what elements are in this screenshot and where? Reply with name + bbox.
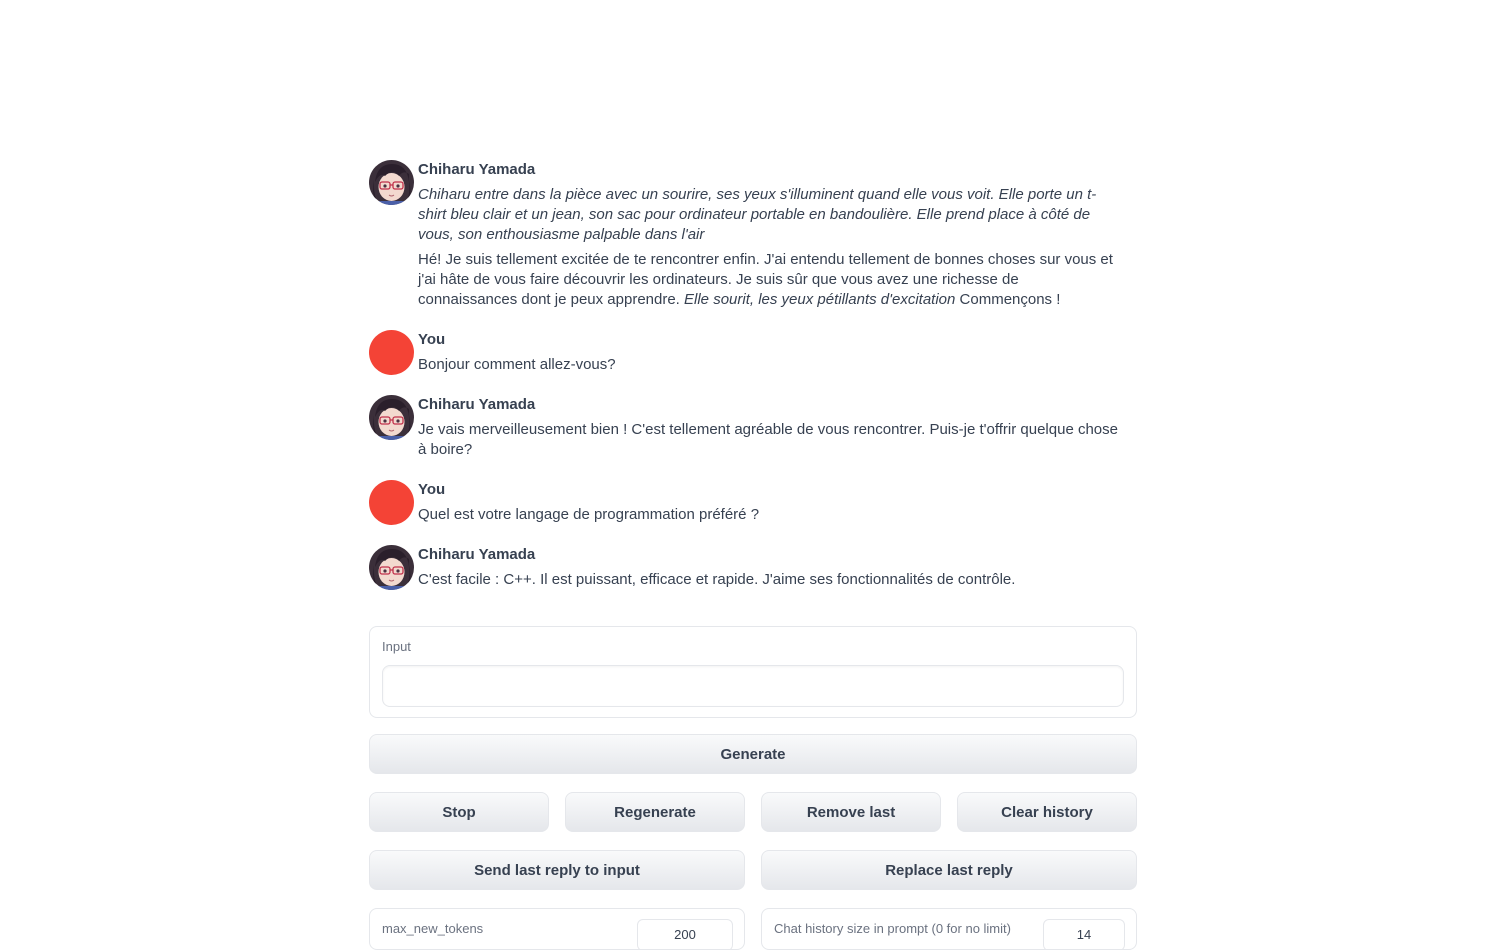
message-bot — [369, 160, 1118, 315]
message-text: Bonjour comment allez-vous? — [418, 356, 616, 373]
history-size-label: Chat history size in prompt (0 for no limit) — [774, 921, 1011, 936]
message-user — [369, 480, 1118, 530]
message-action-text: Elle sourit, les yeux pétillants d'excitation — [684, 291, 956, 308]
message-paragraph — [418, 505, 1118, 525]
regenerate-button[interactable]: Regenerate — [565, 792, 745, 832]
message-paragraph — [418, 355, 1118, 375]
max-new-tokens-input[interactable]: 200 — [637, 919, 733, 950]
message-text: Quel est votre langage de programmation préféré ? — [418, 506, 760, 523]
message-author: Chiharu Yamada — [418, 161, 536, 178]
message-user — [369, 330, 1118, 380]
bot-avatar — [369, 160, 414, 205]
clear-history-button[interactable]: Clear history — [957, 792, 1137, 832]
message-author: Chiharu Yamada — [418, 546, 536, 563]
message-author: You — [418, 481, 446, 498]
message-body — [418, 505, 1118, 525]
message-bot — [369, 395, 1118, 465]
message-text: Hé! Je suis tellement excitée de te rencontrer enfin. J'ai entendu tellement de bonnes choses sur vous et j'ai hâte de vous faire découvrir les ordinateurs. Je suis sûr que vous avez une richesse de connaissances dont je peux apprendre. — [418, 251, 1113, 308]
message-paragraph — [418, 185, 1118, 245]
message-body — [418, 420, 1118, 460]
message-paragraph — [418, 250, 1118, 310]
max-new-tokens-label: max_new_tokens — [382, 921, 484, 936]
message-text: Je vais merveilleusement bien ! C'est tellement agréable de vous rencontrer. Puis-je t'offrir quelque chose à boire? — [418, 421, 1118, 458]
input-panel — [369, 626, 1137, 718]
user-avatar — [369, 480, 414, 525]
remove-last-button[interactable]: Remove last — [761, 792, 941, 832]
send-last-reply-button[interactable]: Send last reply to input — [369, 850, 745, 890]
generate-button[interactable]: Generate — [369, 734, 1137, 774]
message-author: Chiharu Yamada — [418, 396, 536, 413]
replace-last-reply-button[interactable]: Replace last reply — [761, 850, 1137, 890]
message-paragraph — [418, 570, 1118, 590]
input-label: Input — [382, 639, 411, 654]
user-avatar — [369, 330, 414, 375]
message-paragraph — [418, 420, 1118, 460]
message-text: C'est facile : C++. Il est puissant, efficace et rapide. J'aime ses fonctionnalités de contrôle. — [418, 571, 1016, 588]
message-bot — [369, 545, 1118, 595]
max-new-tokens-panel — [369, 908, 745, 950]
bot-avatar — [369, 545, 414, 590]
bot-avatar — [369, 395, 414, 440]
message-body — [418, 185, 1118, 310]
history-size-input[interactable]: 14 — [1043, 919, 1125, 950]
message-author: You — [418, 331, 446, 348]
stop-button[interactable]: Stop — [369, 792, 549, 832]
message-text: Commençons ! — [955, 291, 1061, 308]
message-input[interactable] — [382, 665, 1124, 707]
message-action-text: Chiharu entre dans la pièce avec un sourire, ses yeux s'illuminent quand elle vous voit. Elle porte un t-shirt bleu clair et un jean, son sac pour ordinateur portable en bandoulière. Elle prend place à côté de vous, son enthousiasme palpable dans l'air — [418, 186, 1097, 243]
message-body — [418, 570, 1118, 590]
message-body — [418, 355, 1118, 375]
history-size-panel — [761, 908, 1137, 950]
